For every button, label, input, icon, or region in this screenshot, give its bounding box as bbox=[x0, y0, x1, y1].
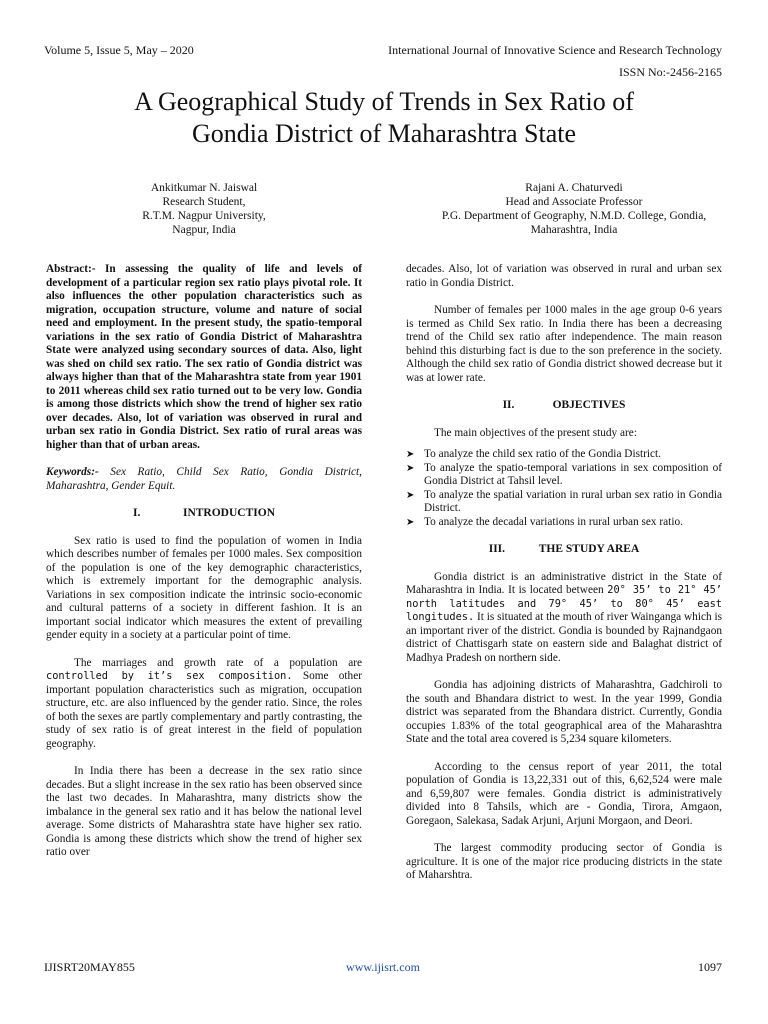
list-item: ➤ To analyze the spatio-temporal variations in sex composition of Gondia District at Tahsil level. bbox=[406, 461, 722, 487]
intro-p2-text-b: Some other important population characteristics such as migration, occupation structure, etc. are also influenced by the gender ratio. Since, the roles of both the sexes are partly complementary and partly contrasting, the study of sex ratio is of great interest in the field of population geography. bbox=[46, 670, 362, 750]
author-2 bbox=[404, 181, 744, 237]
keywords bbox=[46, 466, 362, 493]
section-heading-introduction bbox=[46, 507, 362, 521]
intro-paragraph-1: Sex ratio is used to find the population of women in India which describes number of females per 1000 males. Sex composition of the population is one of the key demographic characteristics, which is extremely important for the demographic analysis. Variations in sex composition indicate the intrinsic socio-economic and cultural patterns of a society in different fashion. It is an important social indicator which measures the extent of prevailing gender equity in a society at a particular point of time. bbox=[46, 534, 362, 641]
study-area-paragraph-4: The largest commodity producing sector of Gondia is agriculture. It is one of the major rice producing districts in the state of Maharshtra. bbox=[406, 842, 722, 881]
author-2-location: Maharashtra, India bbox=[530, 224, 618, 236]
right-column bbox=[406, 263, 722, 897]
author-1-role: Research Student, bbox=[162, 196, 246, 208]
section-title: OBJECTIVES bbox=[552, 399, 626, 411]
section-title: INTRODUCTION bbox=[182, 507, 275, 519]
author-2-name: Rajani A. Chaturvedi bbox=[525, 182, 623, 194]
arrow-bullet-icon: ➤ bbox=[406, 449, 415, 460]
title-line-1: A Geographical Study of Trends in Sex Ratio of bbox=[134, 87, 634, 116]
list-item: ➤ To analyze the spatial variation in rural urban sex ratio in Gondia District. bbox=[406, 488, 722, 514]
section-heading-study-area bbox=[406, 543, 722, 557]
study-p1-text-b: It is situated at the mouth of river Wainganga which is an important river of the district. Gondia is bounded by Rajnandgaon district of Chattisgarh state on eastern side and Balaghat district of Madhya Pradesh on northern side. bbox=[406, 611, 722, 664]
intro-p2-mono-text: controlled by it’s sex composition. bbox=[46, 670, 293, 682]
author-1-affiliation: R.T.M. Nagpur University, bbox=[142, 210, 266, 222]
intro-paragraph-3: In India there has been a decrease in the sex ratio since decades. But a slight increase in the sex ratio has been observed since the last two decades. In Maharashtra, many districts show the imbalance in the general sex ratio and it has below the national level average. Some districts of Maharashtra state have higher sex ratio. Gondia is among these districts which show the trend of higher sex ratio over bbox=[46, 765, 362, 858]
intro-p2-text-a: The marriages and growth rate of a population are bbox=[74, 656, 362, 669]
author-1-name: Ankitkumar N. Jaiswal bbox=[150, 182, 258, 194]
paper-title bbox=[40, 86, 728, 150]
journal-website-link[interactable]: www.ijisrt.com bbox=[346, 960, 420, 974]
issn: ISSN No:-2456-2165 bbox=[618, 65, 722, 79]
section-number: III. bbox=[488, 543, 506, 555]
author-2-role: Head and Associate Professor bbox=[505, 196, 643, 208]
left-column bbox=[46, 263, 362, 874]
objectives-list bbox=[406, 448, 722, 529]
intro-paragraph-2 bbox=[46, 657, 362, 752]
author-1-location: Nagpur, India bbox=[172, 224, 236, 236]
author-2-affiliation: P.G. Department of Geography, N.M.D. College, Gondia, bbox=[441, 210, 707, 222]
study-p1-text-a: Gondia district is an administrative district in the State of Maharashtra in India. It is located between bbox=[406, 570, 722, 596]
coordinates-text: 20° 35’ to 21° 45’ north latitudes and 79° 45’ to 80° 45’ east longitudes. bbox=[406, 584, 722, 623]
child-sex-ratio-paragraph: Number of females per 1000 males in the age group 0-6 years is termed as Child Sex ratio. In India there has been a decreasing trend of the Child sex ratio after independence. The main reason behind this disturbing fact is due to the son preference in the society. Although the child sex ratio of Gondia district showed decrease but it was at lower rate. bbox=[406, 304, 722, 384]
section-heading-objectives bbox=[406, 399, 722, 413]
list-item: ➤ To analyze the decadal variations in rural urban sex ratio. bbox=[406, 515, 683, 528]
author-1 bbox=[104, 181, 304, 237]
paper-id: IJISRT20MAY855 bbox=[44, 960, 135, 974]
arrow-bullet-icon: ➤ bbox=[406, 516, 415, 528]
journal-name: International Journal of Innovative Science and Research Technology bbox=[388, 43, 722, 57]
right-continuation: decades. Also, lot of variation was observed in rural and urban sex ratio in Gondia District. bbox=[406, 263, 722, 289]
title-line-2: Gondia District of Maharashtra State bbox=[191, 119, 577, 148]
study-area-paragraph-2: Gondia has adjoining districts of Maharashtra, Gadchiroli to the south and Bhandara district to west. In the year 1999, Gondia district was separated from the Bhandara district. Currently, Gondia occupies 1.83% of the total geographical area of the Maharashtra State and the total area covered is 5,234 square kilometers. bbox=[406, 679, 722, 745]
list-item: ➤ To analyze the child sex ratio of the Gondia District. bbox=[406, 448, 661, 460]
keywords-label: Keywords:- bbox=[46, 466, 99, 478]
page-number: 1097 bbox=[698, 960, 722, 974]
study-area-paragraph-1 bbox=[406, 571, 722, 666]
section-number: I. bbox=[132, 507, 141, 519]
volume-info: Volume 5, Issue 5, May – 2020 bbox=[44, 43, 194, 57]
arrow-bullet-icon: ➤ bbox=[406, 489, 415, 501]
section-number: II. bbox=[502, 399, 515, 411]
keywords-text: Sex Ratio, Child Sex Ratio, Gondia District, Maharashtra, Gender Equit. bbox=[46, 466, 362, 492]
objectives-intro: The main objectives of the present study are: bbox=[434, 426, 637, 439]
section-title: THE STUDY AREA bbox=[538, 543, 640, 555]
abstract: Abstract:- In assessing the quality of life and levels of development of a particular region sex ratio plays pivotal role. It also influences the other population characteristics such as migration, occupation structure, volume and nature of social need and employment. In the present study, the spatio-temporal variations in the sex ratio of Gondia District of Maharashtra State were analyzed using secondary sources of data. Also, light was shed on child sex ratio. The sex ratio of Gondia district was always higher than that of the Maharashtra state from year 1901 to 2011 whereas child sex ratio turned out to be very low. Gondia is among those districts which show the trend of higher sex ratio over decades. Also, lot of variation was observed in rural and urban sex ratio in Gondia District. Sex ratio of rural areas was higher than that of urban areas. bbox=[46, 263, 362, 451]
arrow-bullet-icon: ➤ bbox=[406, 462, 415, 474]
study-area-paragraph-3: According to the census report of year 2011, the total population of Gondia is 13,22,331 out of this, 6,62,524 were male and 6,59,807 were females. Gondia district is administratively divided into 8 Tahsils, which are - Gondia, Tirora, Amgaon, Goregaon, Salekasa, Sadak Arjuni, Arjuni Morgaon, and Deori. bbox=[406, 760, 722, 827]
